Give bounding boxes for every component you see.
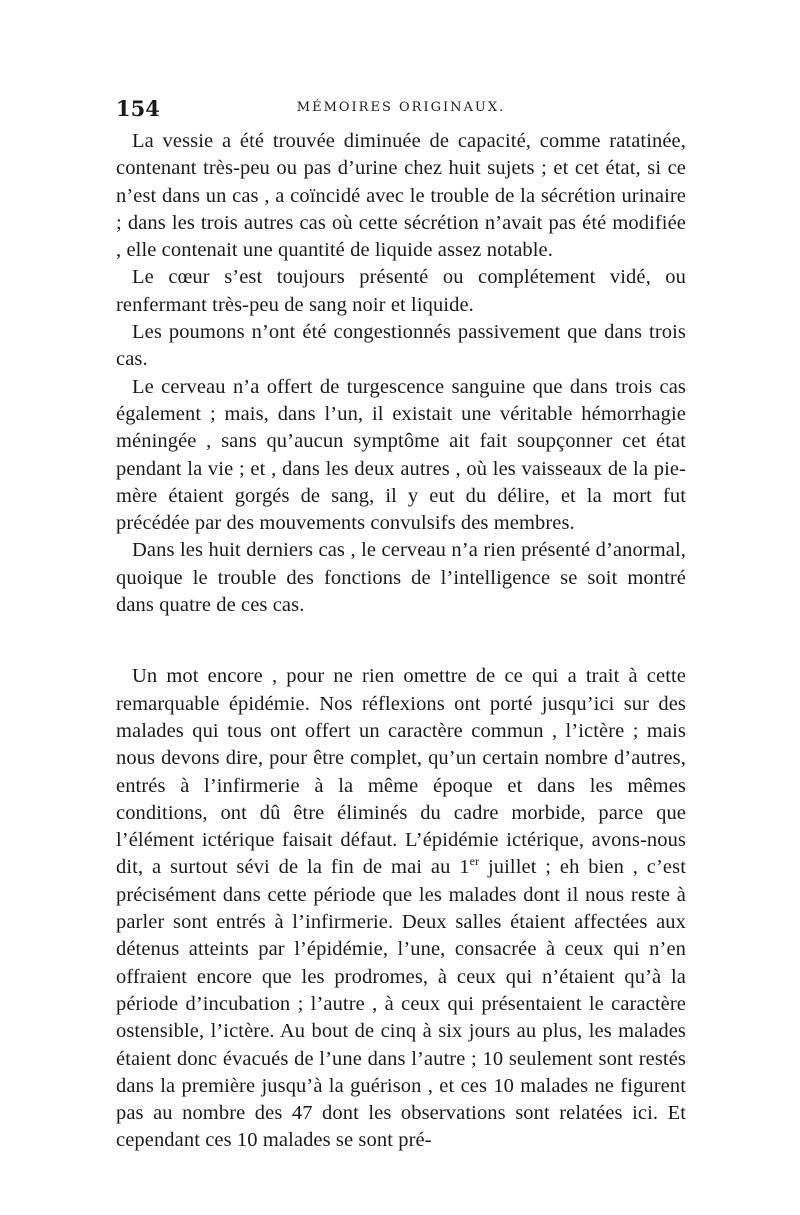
- paragraph-brain: Le cerveau n’a offert de turgescence sanguine que dans trois cas également ; mais, dans l’un, il existait une véritable hémorrhagie méningée , sans qu’aucun symptôme ait fait soupçonner cet état pendant la vie ; et , dans les deux autres , où les vaisseaux de la pie-mère étaient gorgés de sang, il y eut du délire, et la mort fut précédée par des mouvements convulsifs des membres.: [116, 375, 686, 535]
- paragraph-epidemic-part-2: juillet ; eh bien , c’est précisément dans cette période que les malades dont il nous reste à parler sont entrés à l’infirmerie. Deux salles étaient affectées aux détenus atteints par l’épidémie, l’une, consacrée à ceux qui n’en offraient encore que les prodromes, à ceux qui n’étaient qu’à la période d’incubation ; l’autre , à ceux qui présentaient le caractère ostensible, l’ictère. Au bout de cinq à six jours au plus, les malades étaient donc évacués de l’une dans l’autre ; 10 seulement sont restés dans la première jusqu’à la guérison , et ces 10 malades ne figurent pas au nombre des 47 dont les observations sont relatées ici. Et cependant ces 10 malades se sont pré-: [116, 856, 686, 1152]
- paragraph-heart: Le cœur s’est toujours présenté ou complétement vidé, ou renfermant très-peu de sang noir et liquide.: [116, 266, 686, 316]
- body-text: [116, 128, 686, 1155]
- section-gap: [116, 619, 686, 663]
- paragraph-bladder: La vessie a été trouvée diminuée de capacité, comme ratatinée, contenant très-peu ou pas d’urine chez huit sujets ; et cet état, si ce n’est dans un cas , a coïncidé avec le trouble de la sécrétion urinaire ; dans les trois autres cas où cette sécrétion n’avait pas été modifiée , elle contenait une quantité de liquide assez notable.: [116, 130, 686, 262]
- paragraph-lungs: Les poumons n’ont été congestionnés passivement que dans trois cas.: [116, 321, 686, 371]
- paragraph-epidemic-part-1: Un mot encore , pour ne rien omettre de ce qui a trait à cette remarquable épidémie. Nos réflexions ont porté jusqu’ici sur des malades qui tous ont offert un caractère commun , l’ictère ; mais nous devons dire, pour être complet, qu’un certain nombre d’autres, entrés à l’infirmerie à la même époque et dans les mêmes conditions, ont dû être éliminés du cadre morbide, parce que l’élément ictérique faisait défaut. L’épidémie ictérique, avons-nous dit, a surtout sévi de la fin de mai au 1: [116, 665, 686, 879]
- paragraph-epidemic: [116, 663, 686, 1154]
- paragraph-last-cases: Dans les huit derniers cas , le cerveau n’a rien présenté d’anormal, quoique le trouble des fonctions de l’intelligence se soit montré dans quatre de ces cas.: [116, 539, 686, 617]
- running-header: [116, 96, 686, 124]
- superscript-er: er: [469, 854, 480, 869]
- running-title: MÉMOIRES ORIGINAUX.: [296, 100, 506, 115]
- page-number: 154: [116, 96, 160, 121]
